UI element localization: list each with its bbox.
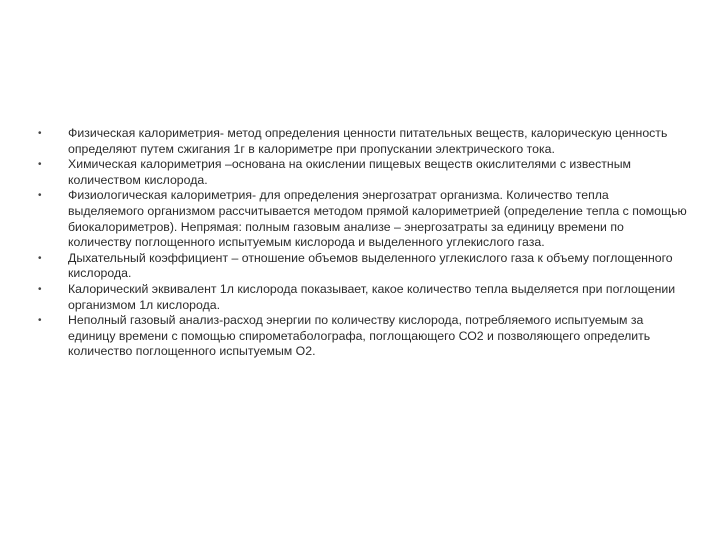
bullet-icon: • bbox=[38, 283, 42, 295]
bullet-icon: • bbox=[38, 252, 42, 264]
list-item bbox=[38, 313, 688, 360]
bullet-icon: • bbox=[38, 159, 42, 171]
list-item bbox=[38, 126, 688, 157]
list-item bbox=[38, 188, 688, 250]
bullet-icon: • bbox=[38, 128, 42, 139]
bullet-icon: • bbox=[38, 315, 42, 327]
list-item bbox=[38, 251, 688, 282]
list-item-text: Физиологическая калориметрия- для определения энергозатрат организма. Количество тепла выделяемого организмом рассчитывается методом прямой калориметрией (определение тепла с помощью биокалориметров). Непрямая: полным газовым анализе – энергозатраты за единицу времени по количеству поглощенного испытуемым кислорода и выделенного углекислого газа. bbox=[68, 188, 687, 250]
list-item-text: Химическая калориметрия –основана на окислении пищевых веществ окислителями с известным количеством кислорода. bbox=[68, 157, 631, 187]
list-item-text: Физическая калориметрия- метод определения ценности питательных веществ, калорическую ценность определяют путем сжигания 1г в калориметре при пропускании электрического тока. bbox=[68, 126, 668, 156]
list-item bbox=[38, 282, 688, 313]
list-item-text: Неполный газовый анализ-расход энергии по количеству кислорода, потребляемого испытуемым за единицу времени с помощью спирометаболографа, поглощающего СО2 и позволяющего определить количество поглощенного испытуемым О2. bbox=[68, 313, 651, 359]
list-item-text: Дыхательный коэффициент – отношение объемов выделенного углекислого газа к объему поглощенного кислорода. bbox=[68, 250, 673, 281]
list-item bbox=[38, 157, 688, 188]
bullet-icon: • bbox=[38, 190, 42, 202]
list-item-text: Калорический эквивалент 1л кислорода показывает, какое количество тепла выделяется при поглощении организмом 1л кислорода. bbox=[68, 281, 676, 312]
bullet-list bbox=[38, 126, 688, 360]
